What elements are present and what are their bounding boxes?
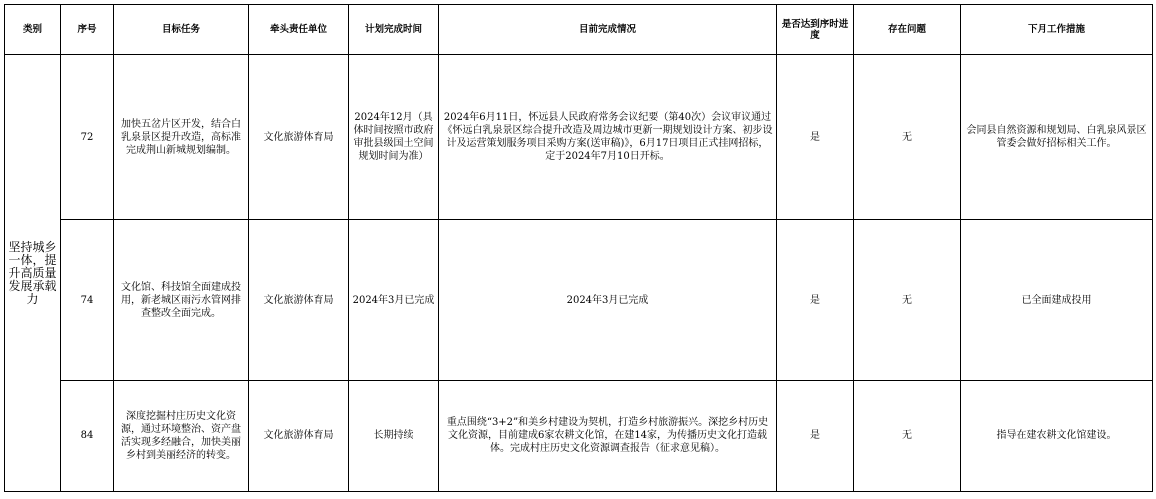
header-on-schedule: 是否达到序时进度: [777, 5, 854, 55]
table-row: [5, 380, 1153, 491]
header-plan-time: 计划完成时间: [349, 5, 439, 55]
task-cell: 文化馆、科技馆全面建成投用，新老城区雨污水管网排查整改全面完成。: [114, 220, 249, 380]
table-row: [5, 220, 1153, 380]
seq-cell: 74: [61, 220, 114, 380]
category-cell: 坚持城乡一体，提升高质量发展承载力: [5, 55, 61, 492]
unit-cell: 文化旅游体育局: [249, 220, 349, 380]
on-schedule-cell: 是: [777, 55, 854, 220]
problems-cell: 无: [854, 55, 961, 220]
status-cell: 重点围绕“3+2”和美乡村建设为契机，打造乡村旅游振兴。深挖乡村历史文化资源，目前建成6家农耕文化馆，在建14家，为传播历史文化打造载体。完成村庄历史文化资源调查报告（征求意见稿）。: [439, 380, 777, 491]
header-problems: 存在问题: [854, 5, 961, 55]
plan-time-cell: 长期持续: [349, 380, 439, 491]
header-status: 目前完成情况: [439, 5, 777, 55]
plan-time-cell: 2024年12月（具体时间按照市政府审批县级国土空间规划时间为准）: [349, 55, 439, 220]
unit-cell: 文化旅游体育局: [249, 55, 349, 220]
plan-time-cell: 2024年3月已完成: [349, 220, 439, 380]
next-steps-cell: 指导在建农耕文化馆建设。: [961, 380, 1153, 491]
header-category: 类别: [5, 5, 61, 55]
header-next-steps: 下月工作措施: [961, 5, 1153, 55]
seq-cell: 84: [61, 380, 114, 491]
header-seq: 序号: [61, 5, 114, 55]
problems-cell: 无: [854, 220, 961, 380]
task-cell: 深度挖掘村庄历史文化资源，通过环境整治、资产盘活实现多经融合，加快美丽乡村到美丽经济的转变。: [114, 380, 249, 491]
work-progress-table: [4, 4, 1153, 492]
task-cell: 加快五岔片区开发，结合白乳泉景区提升改造，高标准完成荆山新城规划编制。: [114, 55, 249, 220]
header-row: [5, 5, 1153, 55]
on-schedule-cell: 是: [777, 220, 854, 380]
problems-cell: 无: [854, 380, 961, 491]
seq-cell: 72: [61, 55, 114, 220]
header-unit: 牵头责任单位: [249, 5, 349, 55]
table-row: [5, 55, 1153, 220]
unit-cell: 文化旅游体育局: [249, 380, 349, 491]
next-steps-cell: 会同县自然资源和规划局、白乳泉风景区管委会做好招标相关工作。: [961, 55, 1153, 220]
next-steps-cell: 已全面建成投用: [961, 220, 1153, 380]
status-cell: 2024年6月11日，怀远县人民政府常务会议纪要（第40次）会议审议通过《怀远白乳泉景区综合提升改造及周边城市更新一期规划设计方案、初步设计及运营策划服务项目采购方案(送审稿)》，6月17日项目正式挂网招标，定于2024年7月10日开标。: [439, 55, 777, 220]
header-task: 目标任务: [114, 5, 249, 55]
on-schedule-cell: 是: [777, 380, 854, 491]
status-cell: 2024年3月已完成: [439, 220, 777, 380]
